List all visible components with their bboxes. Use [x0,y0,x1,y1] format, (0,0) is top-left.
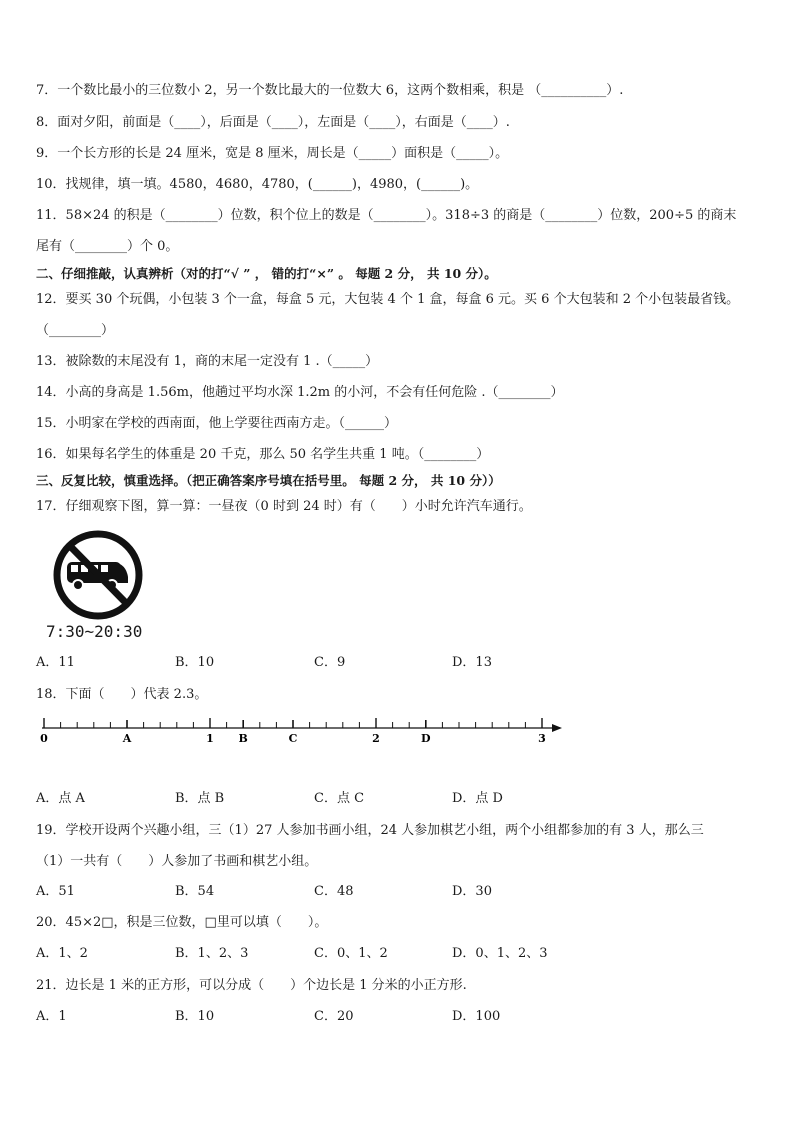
q20-option-a: A．1、2 [36,946,88,961]
question-11-line1: 11．58×24 的积是（________）位数，积个位上的数是（________）。318÷3 的商是（________）位数，200÷5 的商末 [36,208,737,223]
q21-option-a: A．1 [36,1009,67,1024]
question-15: 15．小明家在学校的西南面，他上学要往西南方走。（______） [36,416,398,431]
q18-option-a: A．点 A [36,791,85,806]
question-13: 13．被除数的末尾没有 1，商的末尾一定没有 1 .（_____） [36,354,379,369]
q17-option-c: C．9 [314,655,346,670]
no-bus-sign-icon [52,529,144,621]
q19-option-c: C．48 [314,884,354,899]
q19-option-a: A．51 [36,884,75,899]
q21-option-c: C．20 [314,1009,354,1024]
q17-option-b: B．10 [175,655,215,670]
question-16: 16．如果每名学生的体重是 20 千克，那么 50 名学生共重 1 吨。（________） [36,447,490,462]
q20-option-c: C．0、1、2 [314,946,388,961]
numberline-point-label: D [421,732,431,745]
question-10: 10．找规律，填一填。4580，4680，4780，(______)，4980，(______)。 [36,177,479,192]
question-20: 20．45×2□，积是三位数，□里可以填（ ）。 [36,915,328,930]
q17-option-a: A．11 [36,655,75,670]
question-19-line2: （1）一共有（ ）人参加了书画和棋艺小组。 [36,854,318,869]
q18-option-b: B．点 B [175,791,225,806]
q20-option-b: B．1、2、3 [175,946,249,961]
question-8: 8．面对夕阳，前面是（____），后面是（____），左面是（____），右面是（____）. [36,115,510,130]
question-21: 21．边长是 1 米的正方形，可以分成（ ）个边长是 1 分米的小正方形. [36,978,467,993]
numberline-point-label: B [238,732,248,745]
question-17: 17．仔细观察下图，算一算：一昼夜（0 时到 24 时）有（ ）小时允许汽车通行。 [36,499,532,514]
numberline-value-label: 2 [372,732,380,745]
q21-option-d: D．100 [452,1009,501,1024]
question-7: 7．一个数比最小的三位数小 2，另一个数比最大的一位数大 6，这两个数相乘，积是 （__________）. [36,83,624,98]
q21-option-b: B．10 [175,1009,215,1024]
q19-option-d: D．30 [452,884,492,899]
q20-option-d: D．0、1、2、3 [452,946,548,961]
section-2-heading: 二、仔细推敲，认真辨析（对的打“√ ” ， 错的打“×” 。 每题 2 分， 共 10 分）。 [36,266,497,281]
numberline-value-label: 0 [40,732,48,745]
sign-time-caption: 7:30~20:30 [46,622,143,641]
section-3-heading: 三、反复比较，慎重选择。（把正确答案序号填在括号里。 每题 2 分， 共 10 分）） [36,473,501,488]
question-14: 14．小高的身高是 1.56m，他趟过平均水深 1.2m 的小河，不会有任何危险 .（________） [36,385,564,400]
number-line [36,716,566,746]
numberline-point-label: A [122,732,132,745]
question-12-line2: （________） [36,323,115,338]
q18-option-d: D．点 D [452,791,503,806]
q19-option-b: B．54 [175,884,215,899]
numberline-value-label: 3 [538,732,546,745]
question-11-line2: 尾有（________）个 0。 [36,239,179,254]
question-18: 18．下面（ ）代表 2.3。 [36,687,208,702]
question-12-line1: 12．要买 30 个玩偶，小包装 3 个一盒，每盒 5 元，大包装 4 个 1 盒，每盒 6 元。买 6 个大包装和 2 个小包装最省钱。 [36,292,740,307]
q18-option-c: C．点 C [314,791,365,806]
numberline-value-label: 1 [206,732,214,745]
q17-option-d: D．13 [452,655,492,670]
question-9: 9．一个长方形的长是 24 厘米，宽是 8 厘米，周长是（_____）面积是（_____）。 [36,146,509,161]
numberline-point-label: C [288,732,298,745]
question-19-line1: 19．学校开设两个兴趣小组，三（1）27 人参加书画小组，24 人参加棋艺小组，两个小组都参加的有 3 人，那么三 [36,823,704,838]
